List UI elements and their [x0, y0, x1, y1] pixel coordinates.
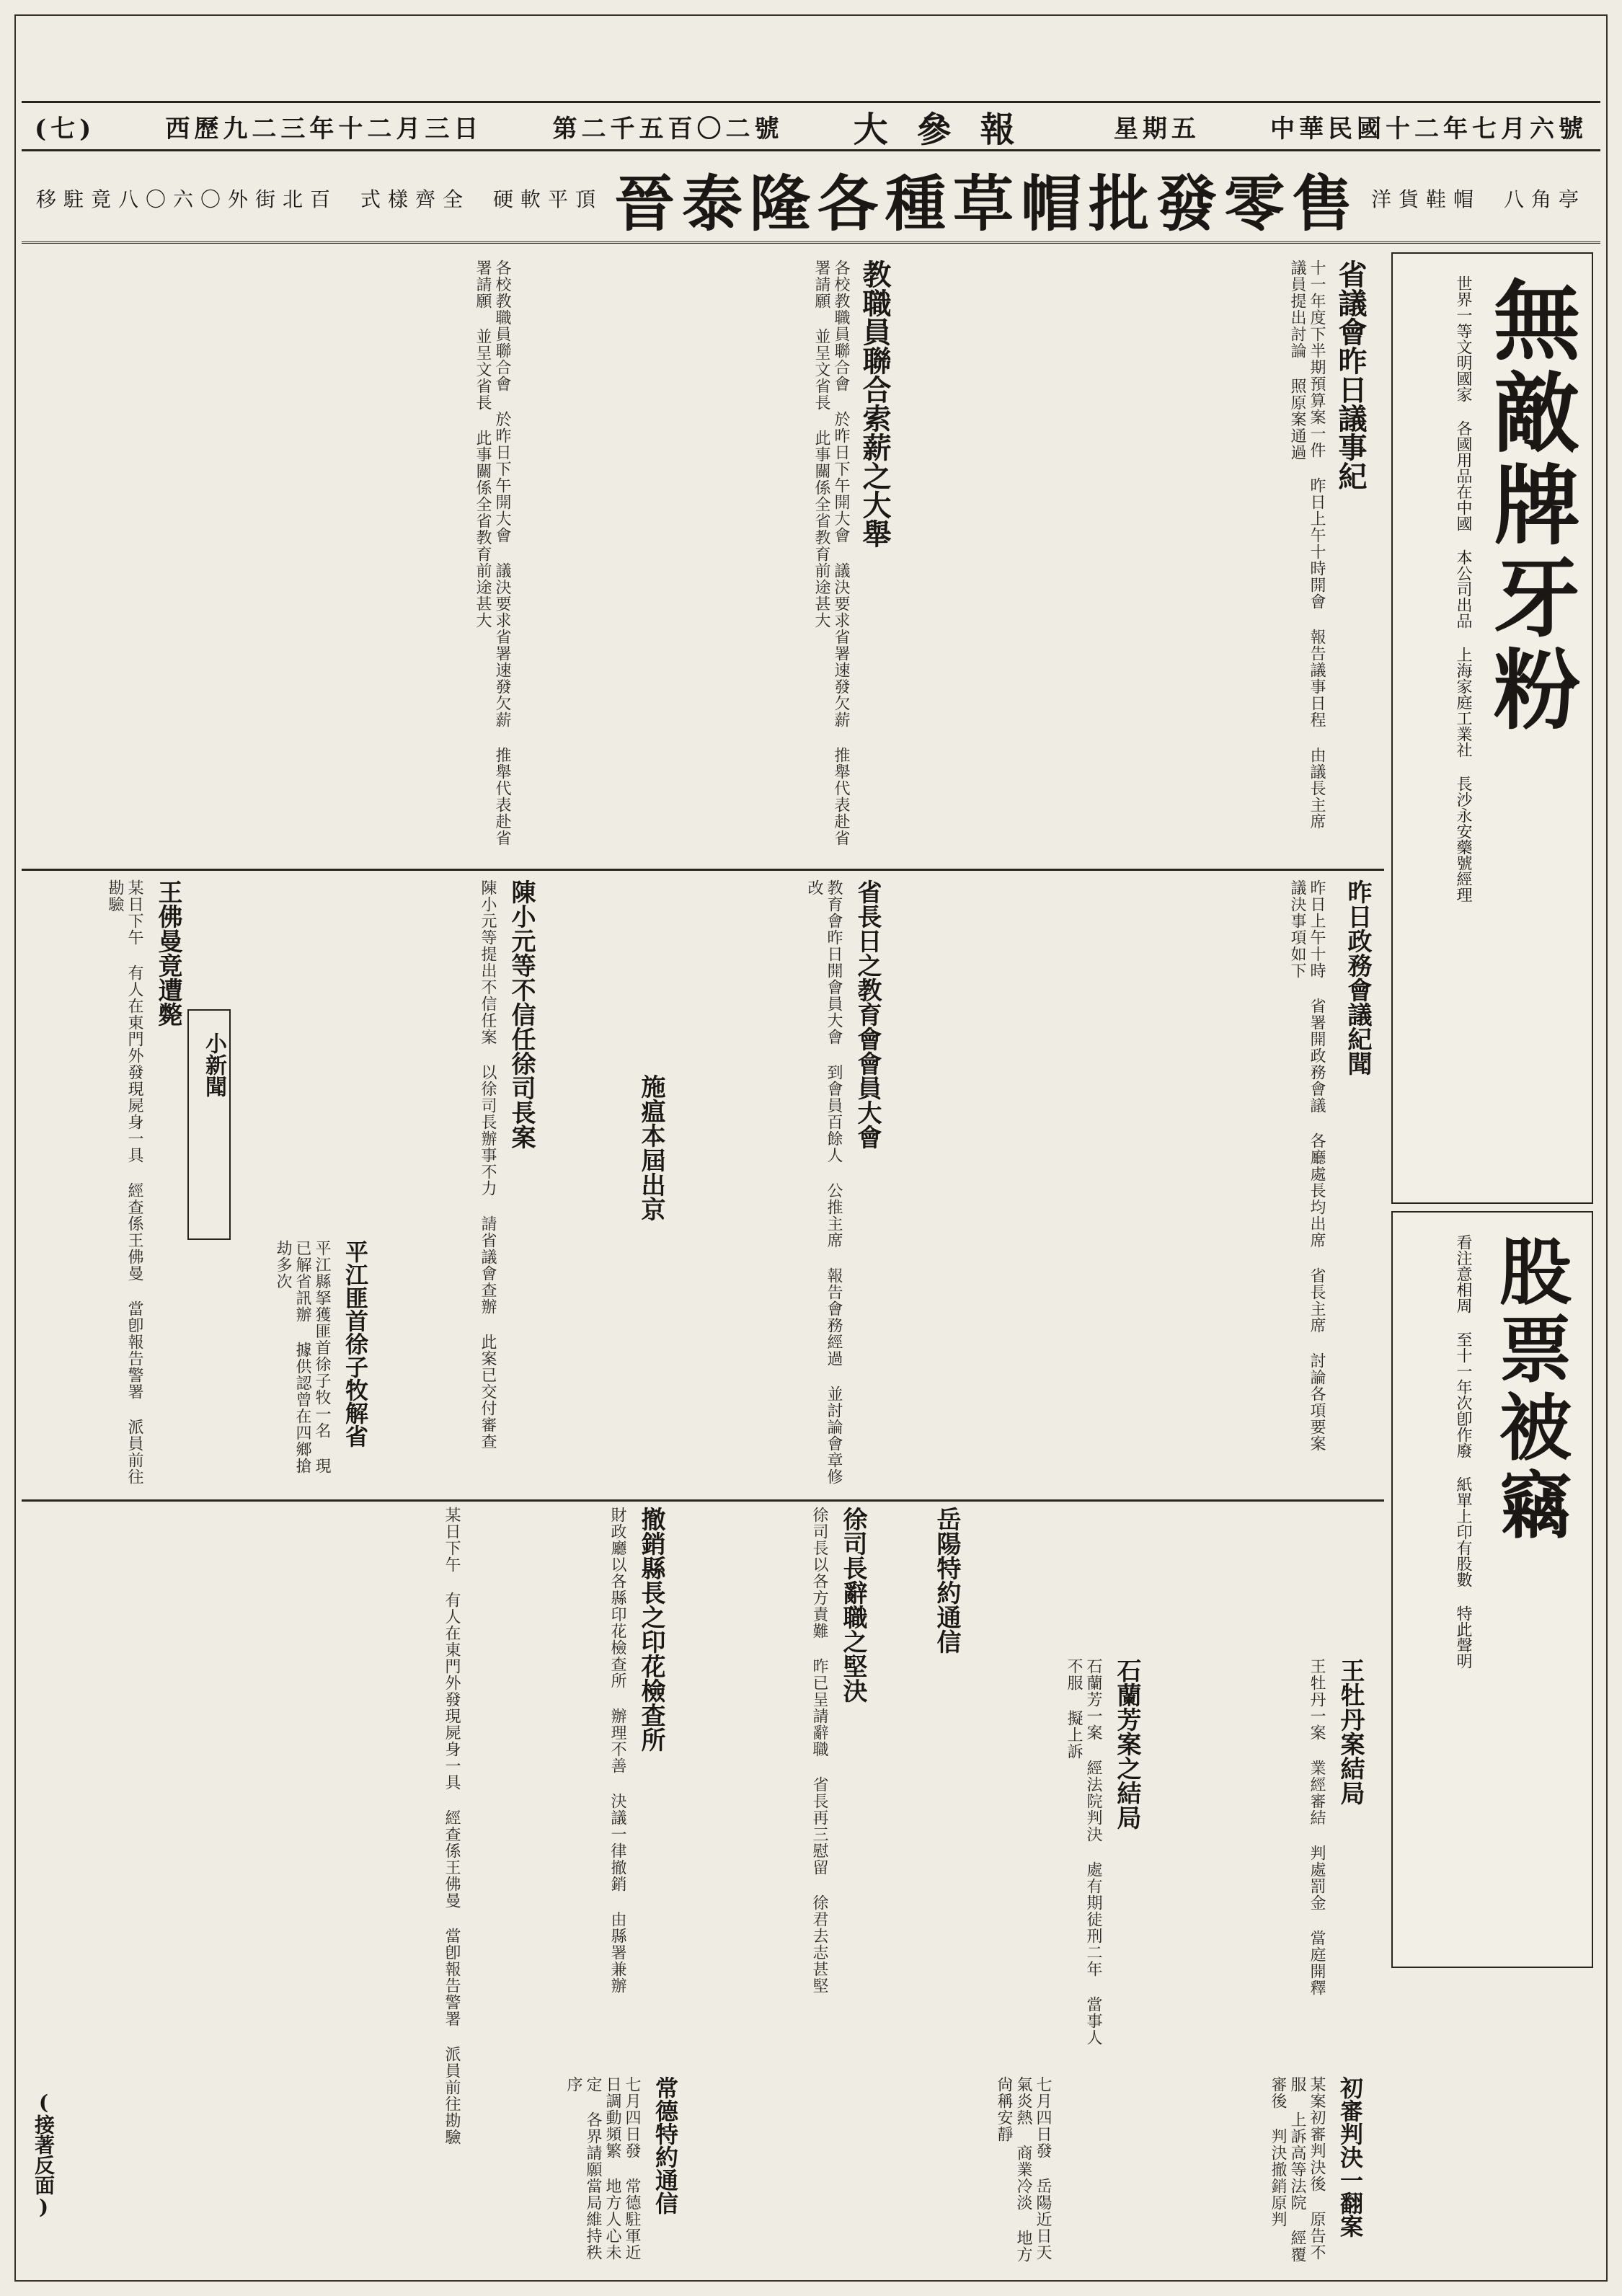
tier-rule-1: [22, 869, 1384, 871]
small-news-label: 小新聞: [201, 1032, 226, 1097]
section-body-11: 石蘭芳一案 經法院判決 處有期徒刑二年 當事人不服 擬上訴: [1065, 1658, 1102, 2046]
section-heading-13: 常德特約通信: [652, 2076, 679, 2215]
stolen-stock-ad-note: 看注意相周 至十一年次卽作廢 紙單上印有股數 特此聲明: [1454, 1234, 1472, 1669]
weekday: 星期五: [1113, 114, 1200, 143]
section-body-8: 平江縣拏獲匪首徐子牧一名 現已解省訊辦 據供認曾在四鄉搶劫多次: [274, 1240, 331, 1474]
section-body-6: 陳小元等提出不信任案 以徐司長辦事不力 請省議會查辦 此案已交付審查: [479, 879, 497, 1450]
section-heading-6: 陳小元等不信任徐司長案: [507, 879, 536, 1149]
stolen-stock-ad: [1391, 1211, 1593, 1968]
page-number: (七): [35, 114, 96, 143]
section-heading-4: 省長日之教育會會員大會: [853, 879, 882, 1149]
small-news-box: [187, 1009, 231, 1240]
section-heading-12: 岳陽特約通信: [932, 1507, 961, 1654]
section-heading-8: 平江匪首徐子牧解省: [342, 1240, 369, 1448]
section-heading-2: 教職員聯合索薪之大舉: [858, 260, 892, 548]
section-heading-7: 施瘟本屆出京: [637, 1074, 665, 1221]
masthead: [22, 101, 1600, 151]
section-body-2: 各校教職員聯合會 於昨日下午開大會 議決要求省署速發欠薪 推舉代表赴省署請願 並呈文省長 此事關係全省教育前途甚大: [812, 260, 850, 846]
section-body-3: 昨日上午十時 省署開政務會議 各廳處長均出席 省長主席 討論各項要案 議決事項如下: [1288, 879, 1326, 1452]
toothpowder-ad: [1391, 252, 1593, 1204]
date-line: 中華民國十二年七月六號: [1269, 114, 1587, 143]
top-ad-left-note: 八角亭: [1504, 187, 1587, 211]
section-body-1b: [22, 260, 512, 858]
top-ad-small-a: 洋貨鞋帽: [1371, 187, 1481, 211]
section-body-4: 教育會昨日開會員大會 到會員百餘人 公推主席 報告會務經過 並討論會章修改: [805, 879, 843, 1485]
top-ad-small-c: 式樣齊全: [360, 187, 470, 211]
section-body-10: 徐司長以各方責難 昨已呈請辭職 省長再三慰留 徐君去志甚堅: [810, 1507, 828, 1994]
top-ad-right-note: 移駐竟八〇六〇外街北百: [35, 187, 337, 211]
section-body-12: 七月四日發 岳陽近日天氣炎熱 商業冷淡 地方尙稱安靜: [995, 2076, 1052, 2263]
toothpowder-ad-body: 世界一等文明國家 各國用品在中國 本公司出品 上海家庭工業社 長沙永安藥號經理: [1454, 275, 1472, 903]
section-heading-10: 徐司長辭職之堅決: [838, 1507, 867, 1703]
top-ad-small-b: 硬軟平頂: [492, 187, 603, 211]
issue-number: 第二千五百〇二號: [552, 114, 784, 143]
section-body-13: 七月四日發 常德駐軍近日調動頻繁 地方人心未定 各界請願當局維持秩序: [564, 2076, 641, 2261]
section-heading-15: 王牡丹案結局: [1336, 1658, 1365, 1805]
toothpowder-ad-title: 無敵牌牙粉: [1479, 275, 1581, 737]
continued-note: (接著反面): [32, 2091, 56, 2219]
section-heading-11: 石蘭芳案之結局: [1112, 1658, 1141, 1830]
top-ad-banner: [22, 157, 1600, 244]
section-heading-14: 初審判決一翻案: [1337, 2076, 1364, 2238]
section-body-1b-text: 各校教職員聯合會 於昨日下午開大會 議決要求省署速發欠薪 推舉代表赴省署請願 並呈文省長 此事關係全省教育前途甚大: [474, 260, 511, 846]
section-heading-3: 昨日政務會議紀聞: [1343, 879, 1372, 1076]
section-body-15: 王牡丹一案 業經審結 判處罰金 當庭開釋: [1308, 1658, 1326, 1996]
lower-left-body-text: 某日下午 有人在東門外發現屍身一具 經查係王佛曼 當卽報告警署 派員前往勘驗: [443, 1507, 461, 2145]
stolen-stock-ad-title: 股票被竊: [1487, 1234, 1572, 1546]
section-body-5: 某日下午 有人在東門外發現屍身一具 經查係王佛曼 當卽報告警署 派員前往勘驗: [106, 879, 143, 1485]
section-body-14: 某案初審判決後 原告不服 上訴高等法院 經覆審後 判決撤銷原判: [1269, 2076, 1326, 2263]
tier-rule-2: [22, 1499, 1384, 1502]
paper-name: 大參報: [853, 109, 1044, 150]
sale-line: 西歷九二三年十二月三日: [165, 114, 483, 143]
section-heading-9: 撤銷縣長之印花檢查所: [637, 1507, 665, 1752]
section-body-9: 財政廳以各縣印花檢查所 辦理不善 決議一律撤銷 由縣署兼辦: [608, 1507, 626, 1994]
section-heading-1: 省議會昨日議事紀: [1334, 260, 1368, 490]
section-heading-5: 王佛曼竟遭斃: [154, 879, 182, 1027]
section-body-1: 十一年度下半期預算案一件 昨日上午十時開會 報告議事日程 由議長主席 議員提出討論 照原案通過: [1288, 260, 1326, 830]
lower-left-body: [87, 1507, 461, 2271]
top-ad-main: 晉泰隆各種草帽批發零售: [614, 168, 1360, 239]
